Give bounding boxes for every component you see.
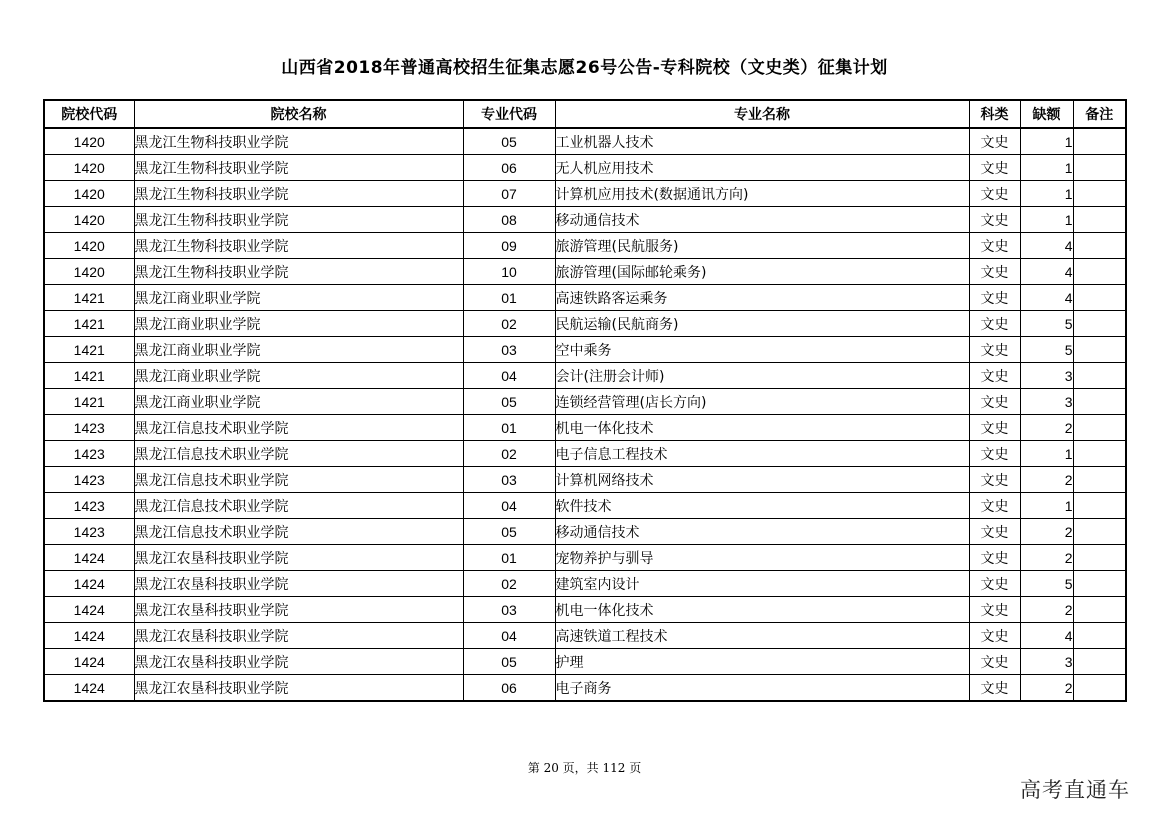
remarks-cell: [1073, 389, 1126, 415]
school-code-cell: 1420: [44, 181, 134, 207]
vacancy-cell: 2: [1020, 545, 1073, 571]
vacancy-cell: 2: [1020, 519, 1073, 545]
major-code-cell: 08: [463, 207, 555, 233]
column-header-school-name: 院校名称: [134, 100, 463, 128]
vacancy-cell: 5: [1020, 311, 1073, 337]
vacancy-cell: 4: [1020, 285, 1073, 311]
table-row: [44, 519, 1126, 545]
vacancy-cell: 2: [1020, 467, 1073, 493]
remarks-cell: [1073, 207, 1126, 233]
school-code-cell: 1423: [44, 493, 134, 519]
major-code-cell: 04: [463, 493, 555, 519]
major-name-cell: 宠物养护与驯导: [555, 545, 969, 571]
vacancy-cell: 1: [1020, 128, 1073, 155]
school-name-cell: 黑龙江生物科技职业学院: [134, 233, 463, 259]
vacancy-cell: 1: [1020, 441, 1073, 467]
school-code-cell: 1420: [44, 207, 134, 233]
category-cell: 文史: [969, 623, 1020, 649]
school-name-cell: 黑龙江农垦科技职业学院: [134, 675, 463, 702]
school-name-cell: 黑龙江生物科技职业学院: [134, 259, 463, 285]
major-name-cell: 机电一体化技术: [555, 415, 969, 441]
major-name-cell: 计算机网络技术: [555, 467, 969, 493]
table-row: [44, 493, 1126, 519]
major-code-cell: 05: [463, 519, 555, 545]
major-name-cell: 电子商务: [555, 675, 969, 702]
school-name-cell: 黑龙江信息技术职业学院: [134, 493, 463, 519]
major-name-cell: 民航运输(民航商务): [555, 311, 969, 337]
major-name-cell: 护理: [555, 649, 969, 675]
table-row: [44, 545, 1126, 571]
vacancy-cell: 5: [1020, 571, 1073, 597]
remarks-cell: [1073, 441, 1126, 467]
table-row: [44, 441, 1126, 467]
category-cell: 文史: [969, 337, 1020, 363]
category-cell: 文史: [969, 233, 1020, 259]
remarks-cell: [1073, 415, 1126, 441]
school-name-cell: 黑龙江商业职业学院: [134, 389, 463, 415]
table-row: [44, 337, 1126, 363]
table-row: [44, 389, 1126, 415]
table-row: [44, 259, 1126, 285]
category-cell: 文史: [969, 285, 1020, 311]
major-code-cell: 02: [463, 311, 555, 337]
vacancy-cell: 2: [1020, 415, 1073, 441]
school-name-cell: 黑龙江商业职业学院: [134, 337, 463, 363]
table-row: [44, 623, 1126, 649]
major-code-cell: 09: [463, 233, 555, 259]
table-row: [44, 181, 1126, 207]
major-code-cell: 03: [463, 337, 555, 363]
category-cell: 文史: [969, 389, 1020, 415]
school-code-cell: 1421: [44, 389, 134, 415]
major-name-cell: 会计(注册会计师): [555, 363, 969, 389]
table-row: [44, 467, 1126, 493]
category-cell: 文史: [969, 259, 1020, 285]
major-code-cell: 02: [463, 571, 555, 597]
vacancy-cell: 2: [1020, 597, 1073, 623]
vacancy-cell: 1: [1020, 207, 1073, 233]
table-row: [44, 363, 1126, 389]
major-name-cell: 计算机应用技术(数据通讯方向): [555, 181, 969, 207]
major-name-cell: 高速铁道工程技术: [555, 623, 969, 649]
major-code-cell: 03: [463, 597, 555, 623]
remarks-cell: [1073, 181, 1126, 207]
school-name-cell: 黑龙江农垦科技职业学院: [134, 597, 463, 623]
category-cell: 文史: [969, 545, 1020, 571]
school-name-cell: 黑龙江信息技术职业学院: [134, 441, 463, 467]
column-header-school-code: 院校代码: [44, 100, 134, 128]
category-cell: 文史: [969, 649, 1020, 675]
remarks-cell: [1073, 545, 1126, 571]
major-name-cell: 建筑室内设计: [555, 571, 969, 597]
table-row: [44, 207, 1126, 233]
remarks-cell: [1073, 128, 1126, 155]
page-footer: 第 20 页，共 112 页: [527, 761, 642, 775]
table-row: [44, 675, 1126, 702]
major-code-cell: 04: [463, 363, 555, 389]
vacancy-cell: 1: [1020, 493, 1073, 519]
major-code-cell: 04: [463, 623, 555, 649]
school-name-cell: 黑龙江农垦科技职业学院: [134, 649, 463, 675]
category-cell: 文史: [969, 441, 1020, 467]
category-cell: 文史: [969, 128, 1020, 155]
vacancy-cell: 3: [1020, 363, 1073, 389]
major-name-cell: 工业机器人技术: [555, 128, 969, 155]
remarks-cell: [1073, 363, 1126, 389]
school-name-cell: 黑龙江生物科技职业学院: [134, 181, 463, 207]
school-name-cell: 黑龙江商业职业学院: [134, 285, 463, 311]
school-code-cell: 1424: [44, 623, 134, 649]
school-code-cell: 1420: [44, 128, 134, 155]
category-cell: 文史: [969, 181, 1020, 207]
vacancy-cell: 3: [1020, 389, 1073, 415]
school-code-cell: 1420: [44, 259, 134, 285]
category-cell: 文史: [969, 571, 1020, 597]
remarks-cell: [1073, 467, 1126, 493]
vacancy-cell: 2: [1020, 675, 1073, 702]
page-title: 山西省2018年普通高校招生征集志愿26号公告-专科院校（文史类）征集计划: [281, 58, 888, 78]
column-header-major-code: 专业代码: [463, 100, 555, 128]
major-code-cell: 01: [463, 545, 555, 571]
category-cell: 文史: [969, 311, 1020, 337]
category-cell: 文史: [969, 519, 1020, 545]
school-name-cell: 黑龙江信息技术职业学院: [134, 467, 463, 493]
remarks-cell: [1073, 155, 1126, 181]
major-name-cell: 机电一体化技术: [555, 597, 969, 623]
category-cell: 文史: [969, 155, 1020, 181]
major-name-cell: 旅游管理(国际邮轮乘务): [555, 259, 969, 285]
school-code-cell: 1423: [44, 519, 134, 545]
school-name-cell: 黑龙江生物科技职业学院: [134, 128, 463, 155]
category-cell: 文史: [969, 493, 1020, 519]
column-header-category: 科类: [969, 100, 1020, 128]
major-code-cell: 05: [463, 649, 555, 675]
remarks-cell: [1073, 649, 1126, 675]
school-code-cell: 1421: [44, 285, 134, 311]
school-name-cell: 黑龙江信息技术职业学院: [134, 519, 463, 545]
table-row: [44, 597, 1126, 623]
major-code-cell: 05: [463, 389, 555, 415]
remarks-cell: [1073, 571, 1126, 597]
category-cell: 文史: [969, 675, 1020, 702]
major-name-cell: 移动通信技术: [555, 519, 969, 545]
remarks-cell: [1073, 623, 1126, 649]
major-name-cell: 连锁经营管理(店长方向): [555, 389, 969, 415]
school-code-cell: 1424: [44, 675, 134, 702]
major-code-cell: 05: [463, 128, 555, 155]
category-cell: 文史: [969, 597, 1020, 623]
table-row: [44, 233, 1126, 259]
vacancy-cell: 3: [1020, 649, 1073, 675]
school-code-cell: 1424: [44, 597, 134, 623]
school-name-cell: 黑龙江农垦科技职业学院: [134, 545, 463, 571]
category-cell: 文史: [969, 467, 1020, 493]
school-code-cell: 1424: [44, 545, 134, 571]
school-name-cell: 黑龙江农垦科技职业学院: [134, 571, 463, 597]
remarks-cell: [1073, 285, 1126, 311]
vacancy-cell: 4: [1020, 233, 1073, 259]
major-code-cell: 06: [463, 155, 555, 181]
school-code-cell: 1420: [44, 233, 134, 259]
major-code-cell: 02: [463, 441, 555, 467]
table-row: [44, 285, 1126, 311]
remarks-cell: [1073, 233, 1126, 259]
school-code-cell: 1423: [44, 467, 134, 493]
column-header-remarks: 备注: [1073, 100, 1126, 128]
remarks-cell: [1073, 597, 1126, 623]
column-header-vacancy: 缺额: [1020, 100, 1073, 128]
major-name-cell: 电子信息工程技术: [555, 441, 969, 467]
major-name-cell: 软件技术: [555, 493, 969, 519]
school-code-cell: 1421: [44, 311, 134, 337]
school-name-cell: 黑龙江生物科技职业学院: [134, 207, 463, 233]
vacancy-cell: 1: [1020, 155, 1073, 181]
table-row: [44, 128, 1126, 155]
major-code-cell: 07: [463, 181, 555, 207]
major-code-cell: 01: [463, 285, 555, 311]
table-row: [44, 311, 1126, 337]
vacancy-cell: 1: [1020, 181, 1073, 207]
enrollment-plan-table: [43, 99, 1127, 702]
vacancy-cell: 4: [1020, 259, 1073, 285]
school-name-cell: 黑龙江生物科技职业学院: [134, 155, 463, 181]
major-name-cell: 旅游管理(民航服务): [555, 233, 969, 259]
major-name-cell: 空中乘务: [555, 337, 969, 363]
school-code-cell: 1424: [44, 571, 134, 597]
major-code-cell: 06: [463, 675, 555, 702]
remarks-cell: [1073, 519, 1126, 545]
school-name-cell: 黑龙江商业职业学院: [134, 311, 463, 337]
school-name-cell: 黑龙江商业职业学院: [134, 363, 463, 389]
category-cell: 文史: [969, 363, 1020, 389]
table-row: [44, 571, 1126, 597]
column-header-major-name: 专业名称: [555, 100, 969, 128]
remarks-cell: [1073, 311, 1126, 337]
major-name-cell: 高速铁路客运乘务: [555, 285, 969, 311]
remarks-cell: [1073, 337, 1126, 363]
table-row: [44, 155, 1126, 181]
school-code-cell: 1420: [44, 155, 134, 181]
school-code-cell: 1423: [44, 415, 134, 441]
major-code-cell: 03: [463, 467, 555, 493]
remarks-cell: [1073, 675, 1126, 702]
category-cell: 文史: [969, 415, 1020, 441]
table-row: [44, 415, 1126, 441]
school-code-cell: 1421: [44, 363, 134, 389]
school-name-cell: 黑龙江农垦科技职业学院: [134, 623, 463, 649]
school-code-cell: 1421: [44, 337, 134, 363]
remarks-cell: [1073, 493, 1126, 519]
major-code-cell: 10: [463, 259, 555, 285]
category-cell: 文史: [969, 207, 1020, 233]
major-code-cell: 01: [463, 415, 555, 441]
table-header-row: [44, 100, 1126, 128]
table-row: [44, 649, 1126, 675]
major-name-cell: 移动通信技术: [555, 207, 969, 233]
major-name-cell: 无人机应用技术: [555, 155, 969, 181]
remarks-cell: [1073, 259, 1126, 285]
watermark-logo: 高考直通车: [1020, 778, 1130, 802]
vacancy-cell: 4: [1020, 623, 1073, 649]
vacancy-cell: 5: [1020, 337, 1073, 363]
school-code-cell: 1424: [44, 649, 134, 675]
school-code-cell: 1423: [44, 441, 134, 467]
school-name-cell: 黑龙江信息技术职业学院: [134, 415, 463, 441]
